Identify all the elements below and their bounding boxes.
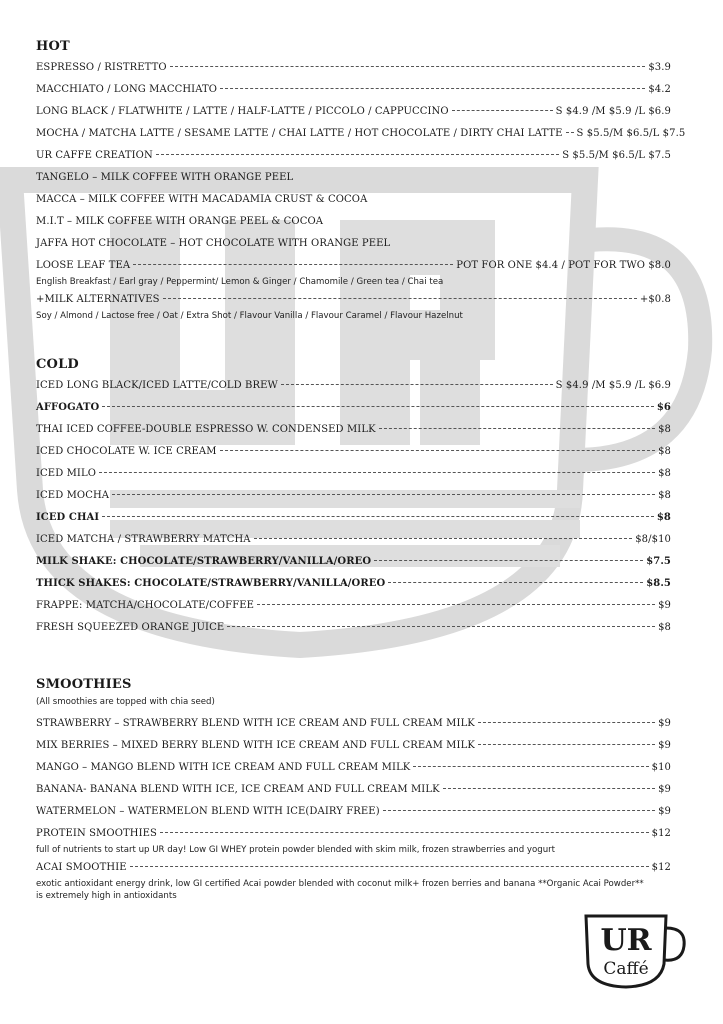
item-name: ICED CHOCOLATE W. ICE CREAM — [36, 446, 217, 457]
item-name: MIX BERRIES – MIXED BERRY BLEND WITH ICE CREAM AND FULL CREAM MILK — [36, 740, 475, 751]
smoothie-menu-item — [36, 734, 671, 756]
item-price: S $4.9 /M $5.9 /L $6.9 — [555, 106, 671, 117]
leader-dots — [156, 154, 559, 155]
item-name: JAFFA HOT CHOCOLATE – HOT CHOCOLATE WITH ORANGE PEEL — [36, 238, 391, 249]
leader-dots — [383, 810, 655, 811]
leader-dots — [452, 110, 553, 111]
item-name: PROTEIN SMOOTHIES — [36, 828, 157, 839]
leader-dots — [170, 66, 646, 67]
cold-menu-item — [36, 418, 671, 440]
item-name: ICED CHAI — [36, 512, 100, 523]
item-name: ACAI SMOOTHIE — [36, 862, 127, 873]
item-price: $3.9 — [648, 62, 671, 73]
cold-menu-item — [36, 374, 671, 396]
leader-dots — [220, 88, 645, 89]
item-price: $12 — [651, 828, 671, 839]
item-price: $9 — [658, 740, 671, 751]
smoothie-menu-item — [36, 800, 671, 822]
item-price: $8 — [658, 622, 671, 633]
cold-menu-item — [36, 440, 671, 462]
hot-menu-item — [36, 188, 671, 210]
item-name: THAI ICED COFFEE-DOUBLE ESPRESSO W. CONDENSED MILK — [36, 424, 376, 435]
leader-dots — [379, 428, 655, 429]
item-price: $9 — [658, 600, 671, 611]
item-price: S $4.9 /M $5.9 /L $6.9 — [555, 380, 671, 391]
smoothie-menu-item — [36, 712, 671, 734]
leader-dots — [478, 722, 655, 723]
hot-menu-item — [36, 78, 671, 100]
item-price: $8 — [658, 490, 671, 501]
item-price: $6 — [656, 402, 671, 413]
smoothie-menu-item — [36, 756, 671, 778]
hot-menu-item — [36, 288, 671, 310]
cold-menu-item — [36, 506, 671, 528]
smoothies-note: (All smoothies are topped with chia seed) — [36, 697, 215, 707]
leader-dots — [413, 766, 648, 767]
item-price: $10 — [651, 762, 671, 773]
leader-dots — [163, 298, 637, 299]
smoothies-items-list — [36, 712, 671, 902]
item-price: $7.5 — [646, 556, 671, 567]
item-name: ICED MOCHA — [36, 490, 110, 501]
leader-dots — [220, 450, 655, 451]
leader-dots — [112, 494, 655, 495]
hot-menu-item — [36, 122, 686, 144]
item-name: MACCA – MILK COFFEE WITH MACADAMIA CRUST & COCOA — [36, 194, 368, 205]
logo-text-caffe: Caffé — [603, 959, 649, 979]
leader-dots — [227, 626, 655, 627]
item-price: $8 — [658, 446, 671, 457]
leader-dots — [133, 264, 453, 265]
item-price: POT FOR ONE $4.4 / POT FOR TWO $8.0 — [456, 260, 671, 271]
item-name: +MILK ALTERNATIVES — [36, 294, 160, 305]
leader-dots — [130, 866, 649, 867]
cold-title: COLD — [36, 357, 79, 372]
leader-dots — [374, 560, 643, 561]
smoothie-menu-item — [36, 778, 671, 800]
item-name: M.I.T – MILK COFFEE WITH ORANGE PEEL & COCOA — [36, 216, 324, 227]
item-price: $8 — [656, 512, 671, 523]
item-name: ICED MATCHA / STRAWBERRY MATCHA — [36, 534, 251, 545]
cold-menu-item — [36, 594, 671, 616]
item-price: S $5.5/M $6.5/L $7.5 — [576, 128, 686, 139]
item-name: LOOSE LEAF TEA — [36, 260, 131, 271]
item-price: $9 — [658, 806, 671, 817]
cold-menu-item — [36, 396, 671, 418]
item-name: FRESH SQUEEZED ORANGE JUICE — [36, 622, 225, 633]
cold-menu-item — [36, 550, 671, 572]
item-name: ICED LONG BLACK/ICED LATTE/COLD BREW — [36, 380, 278, 391]
ur-caffe-logo — [580, 912, 692, 990]
smoothie-menu-item — [36, 856, 671, 878]
item-price: +$0.8 — [639, 294, 671, 305]
leader-dots — [102, 406, 654, 407]
item-price: S $5.5/M $6.5/L $7.5 — [562, 150, 671, 161]
leader-dots — [566, 132, 574, 133]
item-price: $8.5 — [646, 578, 671, 589]
leader-dots — [443, 788, 655, 789]
smoothie-menu-item — [36, 822, 671, 844]
leader-dots — [281, 384, 553, 385]
leader-dots — [254, 538, 633, 539]
item-description: full of nutrients to start up UR day! Low GI WHEY protein powder blended with skim milk, frozen strawberries and yogurt — [36, 845, 556, 855]
item-name: UR CAFFE CREATION — [36, 150, 153, 161]
leader-dots — [99, 472, 655, 473]
item-price: $8 — [658, 424, 671, 435]
smoothies-title: SMOOTHIES — [36, 677, 132, 692]
item-description: English Breakfast / Earl gray / Peppermint/ Lemon & Ginger / Chamomile / Green tea / Chai tea — [36, 277, 444, 287]
leader-dots — [388, 582, 643, 583]
leader-dots — [102, 516, 654, 517]
hot-items-list — [36, 56, 686, 322]
hot-menu-item — [36, 210, 671, 232]
cold-menu-item — [36, 572, 671, 594]
item-name: STRAWBERRY – STRAWBERRY BLEND WITH ICE CREAM AND FULL CREAM MILK — [36, 718, 475, 729]
item-name: MILK SHAKE: CHOCOLATE/STRAWBERRY/VANILLA/OREO — [36, 556, 372, 567]
hot-menu-item — [36, 166, 671, 188]
item-name: WATERMELON – WATERMELON BLEND WITH ICE(DAIRY FREE) — [36, 806, 380, 817]
cold-menu-item — [36, 484, 671, 506]
smoothies-section — [36, 676, 671, 902]
item-name: MACCHIATO / LONG MACCHIATO — [36, 84, 218, 95]
cold-items-list — [36, 374, 671, 638]
item-price: $8 — [658, 468, 671, 479]
hot-menu-item — [36, 56, 671, 78]
hot-menu-item — [36, 232, 671, 254]
item-description: exotic antioxidant energy drink, low GI certified Acai powder blended with coconut milk+ frozen berries and banana **Organic Acai Powder** — [36, 879, 644, 889]
logo-cup-handle — [664, 928, 684, 960]
item-price: $4.2 — [648, 84, 671, 95]
item-name: MANGO – MANGO BLEND WITH ICE CREAM AND FULL CREAM MILK — [36, 762, 411, 773]
item-price: $9 — [658, 718, 671, 729]
item-price: $9 — [658, 784, 671, 795]
cold-menu-item — [36, 462, 671, 484]
hot-section — [36, 38, 686, 322]
item-name: TANGELO – MILK COFFEE WITH ORANGE PEEL — [36, 172, 294, 183]
logo-text-ur: UR — [600, 923, 652, 958]
hot-menu-item — [36, 100, 671, 122]
item-name: ICED MILO — [36, 468, 97, 479]
item-name: THICK SHAKES: CHOCOLATE/STRAWBERRY/VANILLA/OREO — [36, 578, 386, 589]
leader-dots — [478, 744, 655, 745]
item-name: ESPRESSO / RISTRETTO — [36, 62, 167, 73]
item-price: $8/$10 — [635, 534, 671, 545]
item-name: AFFOGATO — [36, 402, 100, 413]
item-name: BANANA- BANANA BLEND WITH ICE, ICE CREAM AND FULL CREAM MILK — [36, 784, 440, 795]
leader-dots — [257, 604, 655, 605]
hot-menu-item — [36, 144, 671, 166]
item-name: LONG BLACK / FLATWHITE / LATTE / HALF-LATTE / PICCOLO / CAPPUCCINO — [36, 106, 449, 117]
cold-section — [36, 356, 671, 638]
item-name: FRAPPE: MATCHA/CHOCOLATE/COFFEE — [36, 600, 255, 611]
cold-menu-item — [36, 616, 671, 638]
item-name: MOCHA / MATCHA LATTE / SESAME LATTE / CHAI LATTE / HOT CHOCOLATE / DIRTY CHAI LATTE — [36, 128, 563, 139]
hot-title: HOT — [36, 39, 70, 54]
hot-menu-item — [36, 254, 671, 276]
item-price: $12 — [651, 862, 671, 873]
item-description: Soy / Almond / Lactose free / Oat / Extra Shot / Flavour Vanilla / Flavour Caramel / Flavour Hazelnut — [36, 311, 463, 321]
item-description: is extremely high in antioxidants — [36, 891, 177, 901]
cold-menu-item — [36, 528, 671, 550]
leader-dots — [160, 832, 649, 833]
